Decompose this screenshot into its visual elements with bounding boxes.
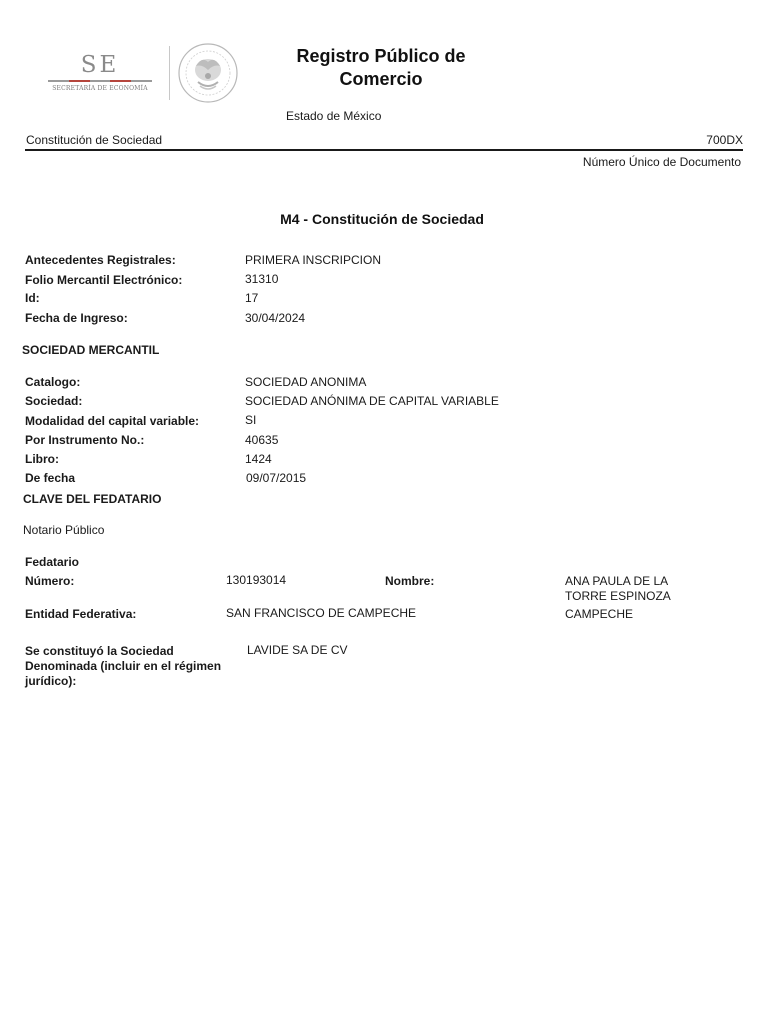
field-value: SI xyxy=(245,413,257,427)
section-heading: M4 - Constitución de Sociedad xyxy=(280,211,484,227)
field-label: Modalidad del capital variable: xyxy=(25,414,200,428)
page-title-line-2: Comercio xyxy=(339,69,423,89)
field-label: Número: xyxy=(25,574,75,588)
document-code-label: Número Único de Documento xyxy=(582,155,741,169)
header-rule xyxy=(25,149,743,151)
field-value: 30/04/2024 xyxy=(245,311,306,325)
field-label: Entidad Federativa: xyxy=(25,607,137,621)
field-label: Sociedad: xyxy=(25,394,83,408)
state-name: Estado de México xyxy=(286,109,382,123)
field-label: Se constituyó la Sociedad Denominada (incluir en el régimen jurídico): xyxy=(25,644,222,688)
field-label: De fecha xyxy=(25,471,76,485)
field-value: 40635 xyxy=(245,433,279,447)
field-label: Fecha de Ingreso: xyxy=(25,311,128,325)
field-value: 1424 xyxy=(245,452,272,466)
field-value: PRIMERA INSCRIPCION xyxy=(245,253,382,267)
fedatario-state: CAMPECHE xyxy=(565,607,634,621)
subsection-heading: CLAVE DEL FEDATARIO xyxy=(23,492,162,506)
fedatario-entity: SAN FRANCISCO DE CAMPECHE xyxy=(226,606,417,620)
field-value: 31310 xyxy=(245,272,279,286)
field-value: 09/07/2015 xyxy=(246,471,307,485)
logo-agency-name: SECRETARÍA DE ECONOMÍA xyxy=(52,85,148,92)
page-title-line-1: Registro Público de xyxy=(296,46,466,66)
logo-initials: SE xyxy=(80,52,120,78)
field-label: Folio Mercantil Electrónico: xyxy=(25,273,183,287)
field-label: Nombre: xyxy=(385,574,435,588)
field-value: SOCIEDAD ANONIMA xyxy=(245,375,367,389)
field-label: Por Instrumento No.: xyxy=(25,433,145,447)
fedatario-type: Notario Público xyxy=(23,523,105,537)
fedatario-name: ANA PAULA DE LA TORRE ESPINOZA xyxy=(565,574,671,603)
subsection-heading: SOCIEDAD MERCANTIL xyxy=(22,343,160,357)
field-label: Catalogo: xyxy=(25,375,81,389)
national-seal-icon xyxy=(176,40,240,106)
logo-stripe xyxy=(48,80,152,82)
field-value: 17 xyxy=(245,291,259,305)
field-label: Id: xyxy=(25,291,40,305)
field-label: Libro: xyxy=(25,452,59,466)
field-value: SOCIEDAD ANÓNIMA DE CAPITAL VARIABLE xyxy=(245,394,499,408)
company-name: LAVIDE SA DE CV xyxy=(247,643,348,657)
document-type: Constitución de Sociedad xyxy=(26,133,163,147)
fedatario-number: 130193014 xyxy=(226,573,287,587)
logo-divider xyxy=(169,46,170,100)
field-label: Antecedentes Registrales: xyxy=(25,253,176,267)
secretaria-economia-logo xyxy=(46,52,154,98)
fedatario-subheading: Fedatario xyxy=(25,555,80,569)
document-code: 700DX xyxy=(706,133,743,147)
